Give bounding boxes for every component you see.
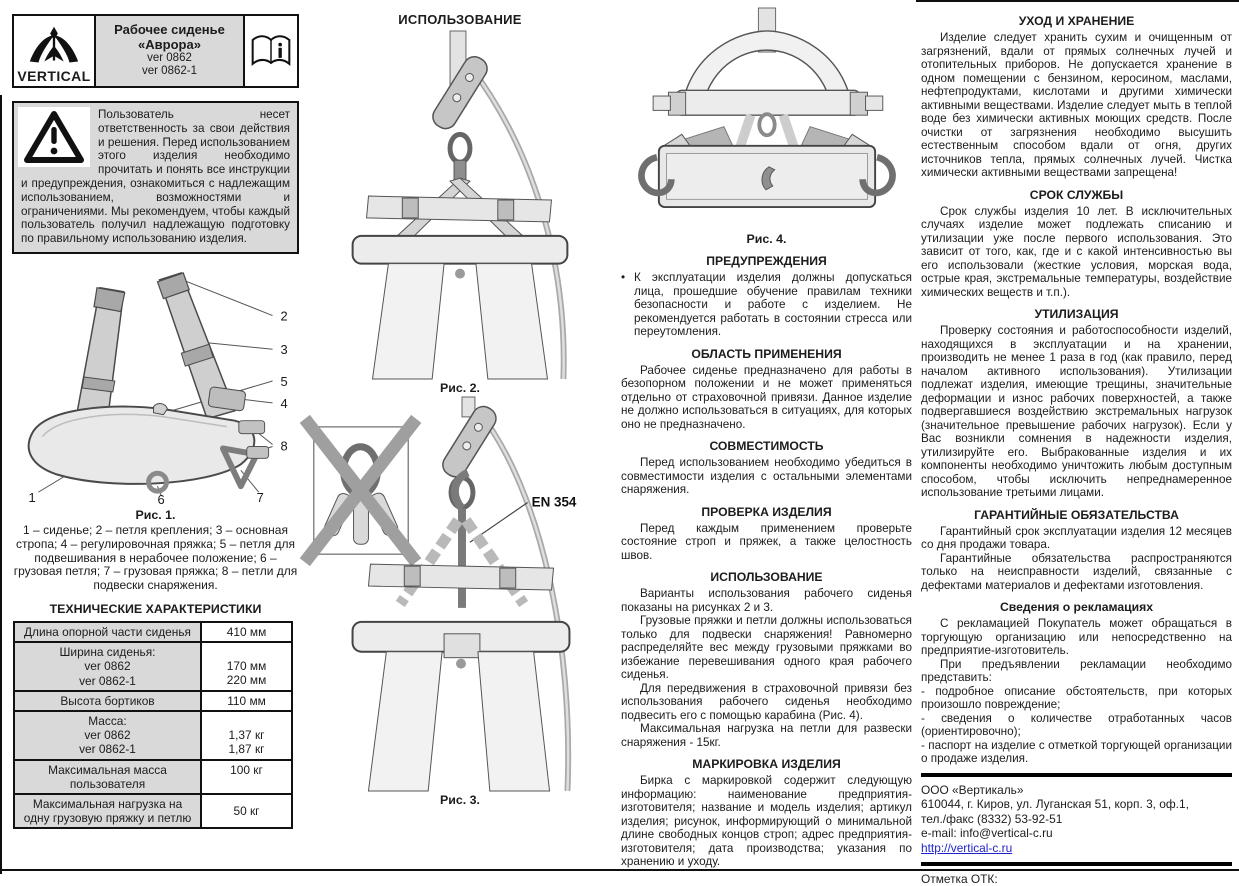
usage-paragraph-3: Для передвижения в страховочной привязи без использования рабочего сиденья необходимо подвесить его с помощью карабина (Рис. 4).: [621, 681, 912, 722]
usage-paragraph-1: Варианты использования рабочего сиденья показаны на рисунках 2 и 3.: [621, 587, 912, 614]
warning-text: Пользователь несет ответственность за свои действия и решения. Перед использованием этого изделия необходимо прочитать и понять все инструкции и предупреждения, ознакомиться с надлежащим использованием, возможностями и ограничениями. Мы рекомендуем, чтобы каждый пользователь получил надлежащую подготовку по правильному использованию изделия.: [21, 108, 290, 246]
marking-text: Бирка с маркировкой содержит следующую информацию: наименование предприятия-изготовителя; название и модель изделия; артикул изделия; рисунок, информирующий о минимальной длине свободных концов строп; адрес предприятия-изготовителя; дата производства; указания по хранению и уходу.: [621, 774, 912, 868]
company-phone: тел./факс (8332) 53-92-51: [921, 811, 1063, 826]
usage-figures-heading: ИСПОЛЬЗОВАНИЕ: [398, 12, 522, 27]
service-column: [921, 10, 1232, 886]
bullet-glyph: •: [621, 271, 626, 284]
open-book-info-icon: [249, 33, 293, 69]
brand-name: VERTICAL: [17, 68, 91, 84]
claims-item-3: - паспорт на изделие с отметкой торгующей организации о продаже изделия.: [921, 738, 1232, 765]
read-manual-box: [243, 14, 299, 88]
table-row: [14, 760, 292, 794]
company-divider-bottom: [921, 862, 1232, 866]
claims-item-1: - подробное описание обстоятельств, при которых произошло повреждение;: [921, 684, 1232, 711]
figure-1-legend: 1 – сиденье; 2 – петля крепления; 3 – основная стропа; 4 – регулировочная пряжка; 5 – петля для подвешивания в нерабочее положение; 6 – грузовая петля; 7 – грузовая пряжка; 8 – петли для подвески снаряжения.: [13, 522, 298, 593]
usage-paragraph-4: Максимальная нагрузка на петли для развески снаряжения - 15кг.: [621, 722, 912, 749]
page-border-left: [0, 95, 2, 874]
scope-heading: ОБЛАСТЬ ПРИМЕНЕНИЯ: [691, 346, 842, 361]
warnings-text: К эксплуатации изделия должны допускаться лица, прошедшие обучение правилам техники безопасности и работе с изделием. Не рекомендуется работать в состоянии стресса или переутомления.: [634, 271, 912, 338]
product-title-box: [96, 14, 243, 88]
figure-2-drawing: [310, 31, 610, 379]
spec-value: 50 кг: [201, 794, 292, 828]
product-version-1: ver 0862: [147, 52, 192, 64]
warranty-paragraph-1: Гарантийный срок эксплуатации изделия 12 месяцев со дня продажи товара.: [921, 524, 1232, 551]
lifetime-text: Срок службы изделия 10 лет. В исключительных случаях изделие может подлежать списанию и утилизации уже после первого использования. Это зависит от того, как, где и с какой интенсивностью вы его использовали (жесткие условия, морская вода, острые края, экстремальные температуры, воздействие химических веществ и т.п.).: [921, 204, 1232, 299]
marking-heading: МАРКИРОВКА ИЗДЕЛИЯ: [692, 757, 841, 771]
warnings-heading: ПРЕДУПРЕЖДЕНИЯ: [706, 254, 827, 268]
spec-value: 1,37 кг 1,87 кг: [201, 711, 292, 760]
compatibility-text: Перед использованием необходимо убедиться в совместимости изделия с остальными элементами снаряжения.: [621, 456, 912, 496]
claims-heading: Сведения о рекламациях: [999, 600, 1154, 614]
en354-standard-label: EN 354: [531, 494, 577, 510]
claims-paragraph-1: С рекламацией Покупатель может обращаться в торгующую организацию или непосредственно на предприятие-изготовитель.: [921, 617, 1232, 657]
fig1-callout-1: 1: [28, 490, 36, 506]
disposal-heading: УТИЛИЗАЦИЯ: [1034, 307, 1119, 321]
fig1-callout-8: 8: [280, 438, 288, 454]
table-row: [14, 622, 292, 642]
spec-value: 110 мм: [201, 691, 292, 711]
spec-value: 100 кг: [201, 760, 292, 794]
figures-column: [310, 10, 610, 809]
table-row: [14, 691, 292, 711]
compatibility-heading: СОВМЕСТИМОСТЬ: [709, 439, 824, 453]
product-title-line2: «Аврора»: [138, 37, 201, 52]
responsibility-warning-box: [12, 101, 299, 254]
company-info-block: [921, 783, 1232, 856]
figure-1-caption: Рис. 1.: [135, 507, 176, 522]
instructions-column: [621, 8, 912, 869]
fig1-callout-4: 4: [280, 395, 288, 411]
inspection-heading: ПРОВЕРКА ИЗДЕЛИЯ: [701, 504, 832, 519]
left-column: [12, 14, 299, 829]
warnings-bullet-item: [621, 271, 912, 339]
inspection-text: Перед каждым применением проверьте состояние строп и пряжек, а также целостность швов.: [621, 521, 912, 562]
figure-4-caption: Рис. 4.: [746, 232, 787, 246]
company-name: ООО «Вертикаль»: [921, 782, 1024, 797]
spec-param: Длина опорной части сиденья: [14, 622, 201, 642]
company-divider-top: [921, 773, 1232, 777]
figure-1-drawing: [12, 258, 299, 506]
fig1-callout-7: 7: [256, 490, 264, 506]
spec-param: Ширина сиденья: ver 0862 ver 0862-1: [14, 642, 201, 691]
spec-param: Масса: ver 0862 ver 0862-1: [14, 711, 201, 760]
care-text: Изделие следует хранить сухим и очищенным от загрязнений, вдали от прямых солнечных лучей и отопительных приборов. Не допускается хранение в одном помещении с бензином, керосином, маслами, нефтепродуктами, кислотами и другими химически активными веществами. Изделие следует мыть в теплой воде без химически активных моющих средств. После очистки от загрязнения необходимо высушить естественным способом вдали от огня, других источников тепла, прямых солнечных лучей. Чистка химически активными веществами запрещена!: [921, 31, 1232, 179]
figure-3-caption: Рис. 3.: [440, 793, 480, 807]
spec-value: 170 мм 220 мм: [201, 642, 292, 691]
page-border-top: [916, 0, 1239, 2]
claims-paragraph-2: При предъявлении рекламации необходимо представить:: [921, 657, 1232, 684]
disposal-text: Проверку состояния и работоспособности изделий, находящихся в эксплуатации и на хранении, производить не менее 1 раза в год (как правило, перед началом активного использования). Утилизации подлежат изделия, имеющие трещины, значительные деформации и износ рабочих поверхностей, а также подвергавшиеся воздействию экстремальных нагрузок (значительное превышение рабочих нагрузок). Если у Вас возникли сомнения в надежности изделия, утилизируйте его. Выбракованные изделия и их компоненты необходимо уничтожить любым доступным способом, чтобы исключить непреднамеренное использование третьими лицами.: [921, 324, 1232, 499]
figure-2-caption: Рис. 2.: [440, 381, 480, 395]
product-title-line1: Рабочее сиденье: [114, 22, 225, 37]
company-address: 610044, г. Киров, ул. Луганская 51, корп. 3, оф.1,: [921, 797, 1189, 812]
company-email: e-mail: info@vertical-c.ru: [921, 826, 1053, 841]
spec-param: Максимальная масса пользователя: [14, 760, 201, 794]
vertical-logo-icon: [25, 25, 83, 69]
spec-param: Максимальная нагрузка на одну грузовую пряжку и петлю: [14, 794, 201, 828]
fig1-callout-2: 2: [280, 308, 288, 324]
brand-logo-box: [12, 14, 96, 88]
fig1-callout-5: 5: [280, 373, 288, 389]
care-heading: УХОД И ХРАНЕНИЕ: [1018, 14, 1135, 28]
scope-text: Рабочее сиденье предназначено для работы в безопорном положении и не может применяться отдельно от страховочной привязи. Данное изделие не должно использоваться в ситуациях, для которых оно не предназначено.: [621, 363, 912, 431]
spec-value: 410 мм: [201, 622, 292, 642]
warning-triangle-icon: [22, 109, 86, 165]
specs-title: ТЕХНИЧЕСКИЕ ХАРАКТЕРИСТИКИ: [49, 601, 262, 616]
spec-param: Высота бортиков: [14, 691, 201, 711]
table-row: [14, 711, 292, 760]
otk-stamp-label: Отметка ОТК:: [921, 872, 998, 886]
warning-triangle-wrap: [18, 107, 90, 167]
usage-paragraph-2: Грузовые пряжки и петли должны использоваться только для подвески снаряжения! Равномерно распределяйте вес между грузовыми пряжками во избежание перевешивания одного края рабочего сиденья.: [621, 614, 912, 681]
fig1-callout-6: 6: [157, 491, 165, 507]
warranty-heading: ГАРАНТИЙНЫЕ ОБЯЗАТЕЛЬСТВА: [974, 507, 1179, 522]
product-version-2: ver 0862-1: [142, 65, 197, 77]
usage-heading: ИСПОЛЬЗОВАНИЕ: [710, 570, 823, 584]
company-website-link[interactable]: http://vertical-c.ru: [921, 840, 1013, 855]
document-header: [12, 14, 299, 88]
lifetime-heading: СРОК СЛУЖБЫ: [1029, 187, 1124, 202]
specs-table: [13, 621, 293, 829]
table-row: [14, 642, 292, 691]
claims-item-2: - сведения о количестве отработанных часов (ориентировочно);: [921, 711, 1232, 738]
fig1-callout-3: 3: [280, 342, 288, 358]
warranty-paragraph-2: Гарантийные обязательства распространяются только на неисправности изделий, связанные с дефектами материалов и дефектами изготовления.: [921, 551, 1232, 592]
table-row: [14, 794, 292, 828]
figure-4-drawing: [622, 8, 912, 230]
figure-3-drawing: [310, 397, 610, 791]
